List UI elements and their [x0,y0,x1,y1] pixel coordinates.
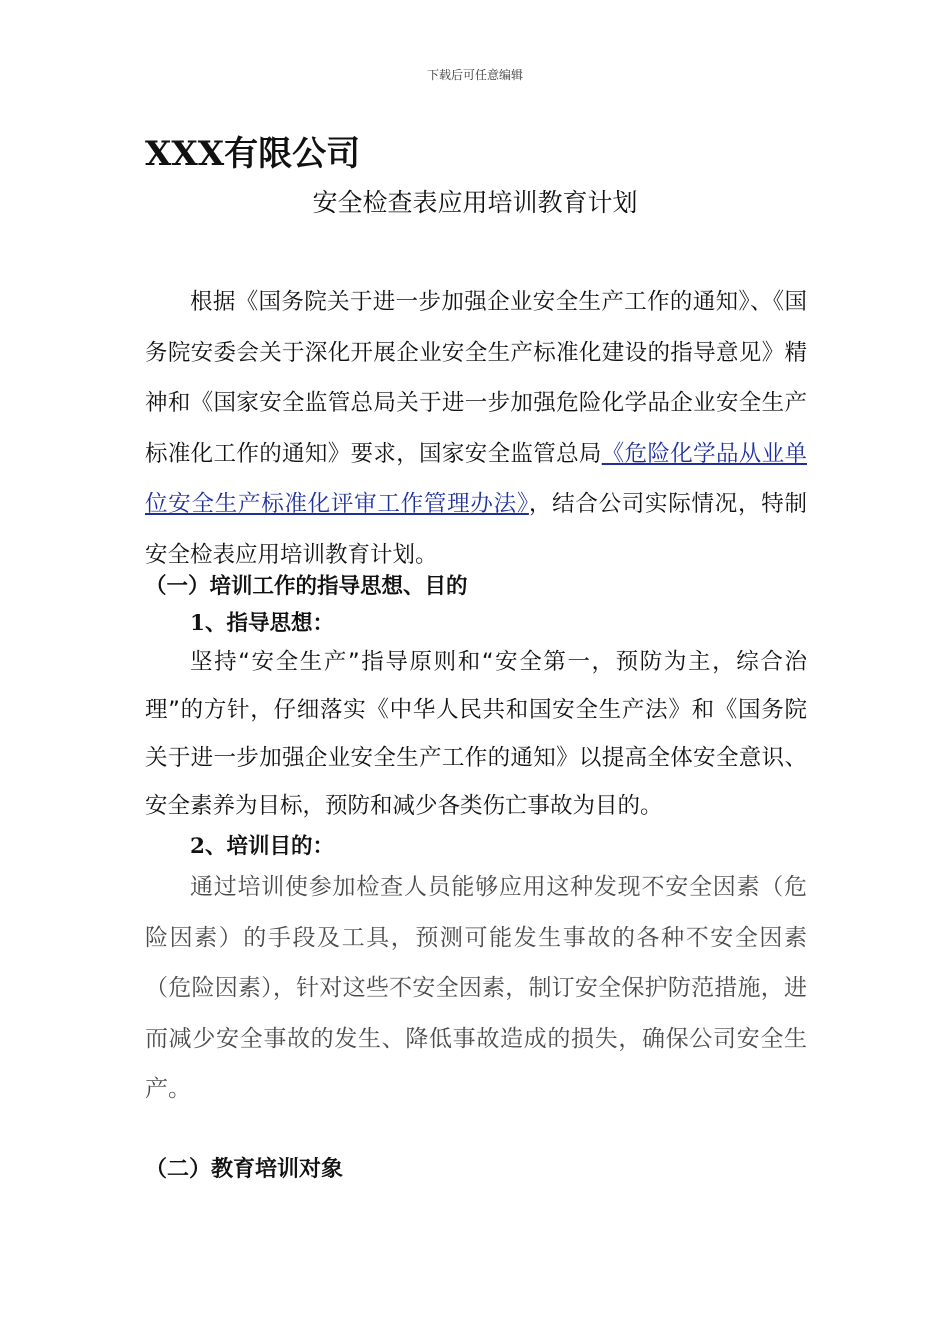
training-purpose-heading: 2、培训目的： [190,834,334,859]
guiding-idea-heading: 1、指导思想： [190,611,334,636]
page-header-note: 下载后可任意编辑 [426,68,523,82]
section1-heading: （一）培训工作的指导思想、目的 [145,574,468,599]
regulation-link[interactable]: 《危险化学品从业单位安全生产标准化评审工作管理办法》 [145,440,807,517]
document-title: 安全检查表应用培训教育计划 [312,188,638,217]
guiding-idea-paragraph: 坚持“安全生产”指导原则和“安全第一，预防为主，综合治理”的方针，仔细落实《中华人民共和国安全生产法》和《国务院关于进一步加强企业安全生产工作的通知》以提高全体安全意识、安全素养为目标，预防和减少各类伤亡事故为目的。 [145,649,807,819]
intro-paragraph [145,277,807,580]
company-name: XXX有限公司 [145,134,361,174]
training-purpose-paragraph: 通过培训使参加检查人员能够应用这种发现不安全因素（危险因素）的手段及工具，预测可能发生事故的各种不安全因素（危险因素），针对这些不安全因素，制订安全保护防范措施，进而减少安全事故的发生、降低事故造成的损失，确保公司安全生产。 [145,874,807,1102]
section2-heading: （二）教育培训对象 [145,1156,344,1182]
intro-text-after-link: ，结合公司实际情况，特制安全检表应用培训教育计划。 [145,491,807,568]
intro-text-before-link: 根据《国务院关于进一步加强企业安全生产工作的通知》、《国务院安委会关于深化开展企业安全生产标准化建设的指导意见》精神和《国家安全监管总局关于进一步加强危险化学品企业安全生产标准化工作的通知》要求，国家安全监管总局 [145,289,807,467]
